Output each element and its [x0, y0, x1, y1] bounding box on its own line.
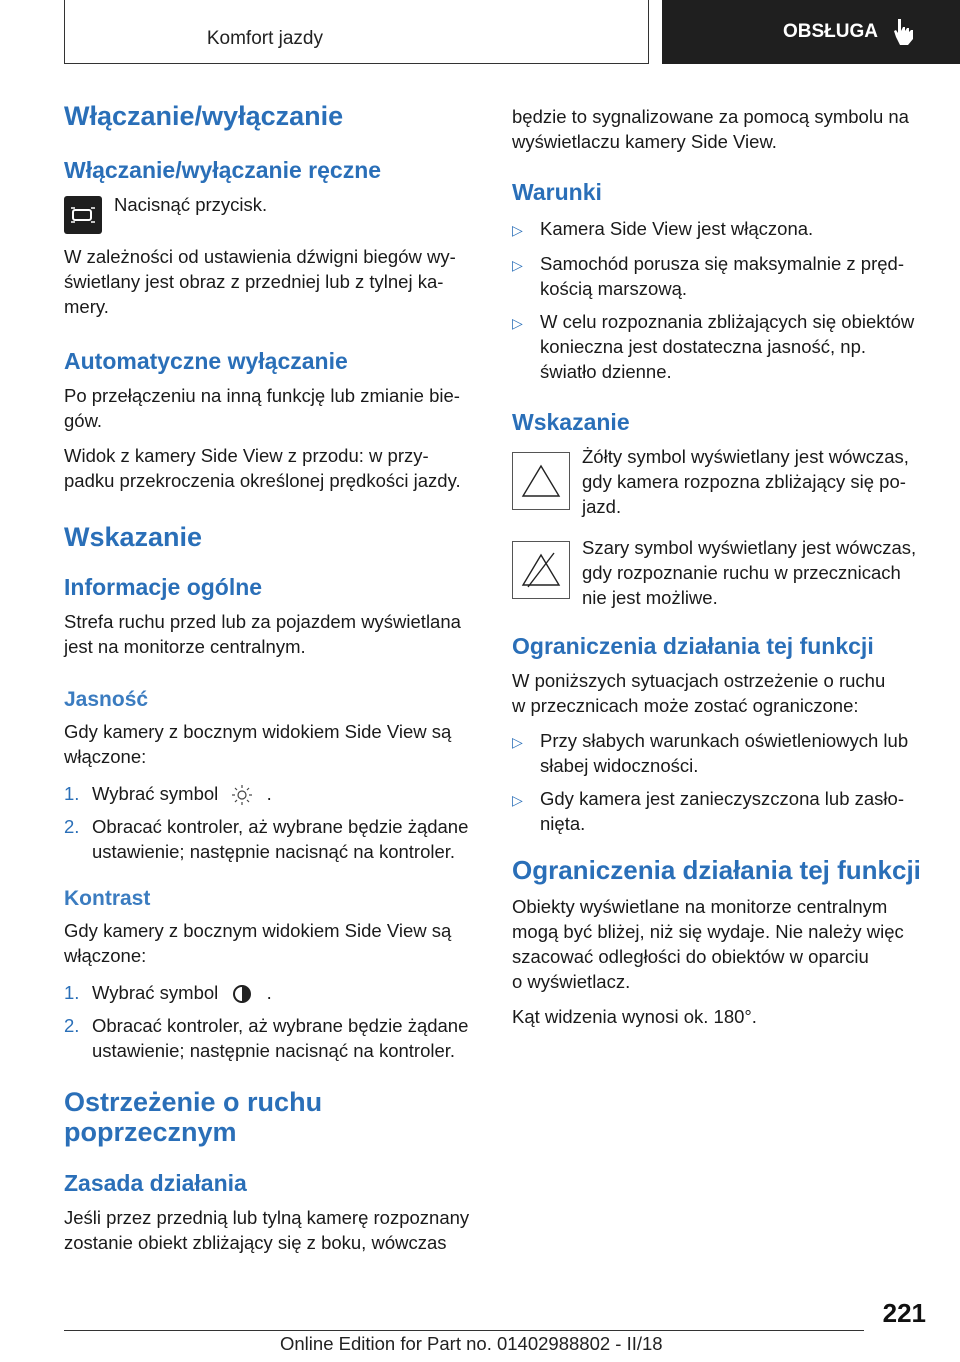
auto-text-1: Po przełączeniu na inną funkcję lub zmianie bie- gów.	[64, 385, 460, 431]
list-item	[64, 1013, 480, 1063]
ogr2-text-2: Kąt widzenia wynosi ok. 180°.	[512, 1006, 757, 1027]
heading-wskazanie: Wskazanie	[64, 522, 203, 552]
zasada-text: Jeśli przez przednią lub tylną kamerę rozpoznany zostanie obiekt zbliżający się z boku, wówczas	[64, 1207, 470, 1254]
heading-auto: Automatyczne wyłączanie	[64, 348, 348, 374]
bullet-triangle-icon: ▷	[512, 734, 523, 750]
press-button-row	[64, 192, 480, 234]
jasnosc-text: Gdy kamery z bocznym widokiem Side View są włączone:	[64, 721, 452, 767]
list-item-text: Gdy kamera jest zanieczyszczona lub zasło- nięta.	[540, 788, 904, 834]
step-text-post: .	[266, 982, 272, 1004]
bullet-triangle-icon: ▷	[512, 222, 523, 238]
bullet-triangle-icon: ▷	[512, 315, 523, 331]
page-number: 221	[882, 1298, 926, 1328]
step-text: Obracać kontroler, aż wybrane będzie żądane ustawienie; następnie nacisnąć na kontroler.	[92, 1015, 469, 1062]
list-item	[512, 786, 928, 836]
step-text: Obracać kontroler, aż wybrane będzie żądane ustawienie; następnie nacisnąć na kontroler.	[92, 816, 469, 863]
footer-divider	[64, 1330, 864, 1331]
header-tab	[662, 0, 960, 64]
step-number: 2.	[64, 816, 80, 838]
list-item	[512, 251, 928, 301]
header-tab-label: OBSŁUGA	[783, 21, 878, 42]
yellow-symbol-row	[512, 446, 928, 519]
heading-ogr1: Ograniczenia działania tej funkcji	[512, 633, 874, 659]
list-item	[64, 814, 480, 864]
heading-jasnosc: Jasność	[64, 688, 149, 711]
list-item	[512, 216, 928, 243]
list-item	[64, 980, 480, 1005]
header-section-title: Komfort jazdy	[206, 28, 323, 49]
heading-wskazanie-right: Wskazanie	[512, 409, 630, 435]
list-item-text: W celu rozpoznania zbliżających się obiektów konieczna jest dostateczna jasność, np. światło dzienne.	[540, 311, 915, 382]
left-column	[64, 100, 480, 1265]
info-text: Strefa ruchu przed lub za pojazdem wyświetlana jest na monitorze centralnym.	[64, 611, 461, 657]
list-item-text: Kamera Side View jest włączona.	[540, 218, 814, 239]
bullet-triangle-icon: ▷	[512, 792, 523, 808]
list-item	[64, 781, 480, 806]
auto-text-2: Widok z kamery Side View z przodu: w przy- padku przekroczenia określonej prędkości jazdy.	[64, 445, 461, 491]
step-number: 2.	[64, 1015, 80, 1037]
kontrast-steps	[64, 980, 480, 1063]
bullet-triangle-icon: ▷	[512, 257, 523, 273]
brightness-icon	[231, 784, 253, 806]
contrast-icon	[231, 983, 253, 1005]
hand-pointer-icon	[890, 17, 918, 47]
list-item-text: Samochód porusza się maksymalnie z pręd- kością marszową.	[540, 253, 904, 299]
list-item-text: Przy słabych warunkach oświetleniowych lub słabej widoczności.	[540, 730, 909, 776]
header-frame	[64, 0, 649, 64]
continued-text: będzie to sygnalizowane za pomocą symbolu na wyświetlaczu kamery Side View.	[512, 106, 909, 152]
heading-ogr2: Ograniczenia działania tej funkcji	[512, 855, 921, 885]
crossed-triangle-icon	[512, 541, 570, 599]
step-number: 1.	[64, 783, 80, 804]
manual-text: W zależności od ustawienia dźwigni biegów wy- świetlany jest obraz z przedniej lub z tylnej ka- mery.	[64, 246, 456, 317]
heading-kontrast: Kontrast	[64, 887, 151, 911]
warning-triangle-icon	[512, 452, 570, 510]
grey-symbol-text: Szary symbol wyświetlany jest wówczas, gdy rozpoznanie ruchu w przecznicach nie jest możliwe.	[582, 537, 917, 608]
jasnosc-steps	[64, 781, 480, 864]
grey-symbol-row	[512, 537, 928, 610]
camera-button-icon	[64, 196, 102, 234]
kontrast-text: Gdy kamery z bocznym widokiem Side View są włączone:	[64, 920, 452, 967]
heading-manual: Włączanie/wyłączanie ręczne	[64, 157, 382, 183]
ogr2-text-1: Obiekty wyświetlane na monitorze centralnym mogą być bliżej, niż się wydaje. Nie należy więc szacować odległości do obiektów w oparciu o wyświetlacz.	[512, 896, 904, 992]
yellow-symbol-text: Żółty symbol wyświetlany jest wówczas, gdy kamera rozpozna zbliżający się po- jazd.	[582, 446, 909, 517]
ogr1-list	[512, 728, 928, 836]
step-text	[92, 980, 272, 1005]
list-item	[512, 309, 928, 384]
list-item	[512, 728, 928, 778]
ogr1-text: W poniższych sytuacjach ostrzeżenie o ruchu w przecznicach może zostać ograniczone:	[512, 670, 886, 716]
step-number: 1.	[64, 982, 80, 1004]
press-button-text: Nacisnąć przycisk.	[114, 194, 268, 215]
right-column	[512, 100, 928, 1039]
footer-edition: Online Edition for Part no. 01402988802 - II/18	[280, 1333, 663, 1354]
heading-warunki: Warunki	[512, 179, 602, 205]
heading-info: Informacje ogólne	[64, 574, 263, 600]
heading-ostrzezenie: Ostrzeżenie o ruchu poprzecznym	[64, 1087, 323, 1148]
step-text-post: .	[266, 783, 272, 804]
heading-onoff: Włączanie/wyłączanie	[64, 101, 344, 131]
step-text-pre: Wybrać symbol	[92, 783, 219, 804]
heading-zasada: Zasada działania	[64, 1170, 247, 1197]
warunki-list	[512, 216, 928, 384]
step-text	[92, 781, 272, 806]
step-text-pre: Wybrać symbol	[92, 982, 219, 1004]
